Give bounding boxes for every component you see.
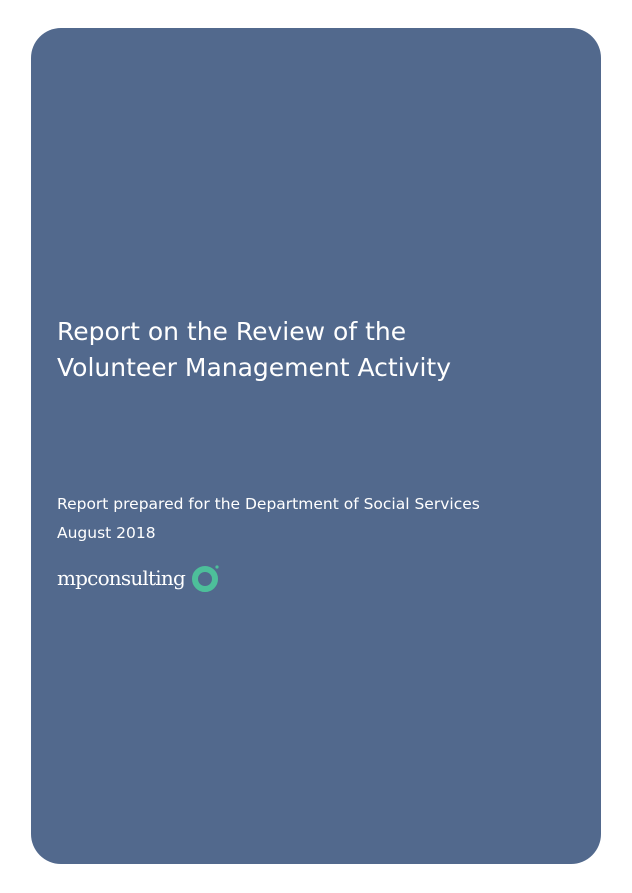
report-date: August 2018 bbox=[57, 524, 156, 542]
ring-logo-icon bbox=[191, 562, 221, 594]
report-subtitle bbox=[57, 490, 577, 548]
logo-wordmark: mpconsulting bbox=[57, 566, 185, 590]
report-title bbox=[57, 314, 577, 386]
company-logo bbox=[57, 561, 221, 595]
prepared-for-text: Report prepared for the Department of Social Services bbox=[57, 495, 480, 513]
title-line-2: Volunteer Management Activity bbox=[57, 353, 452, 382]
title-line-1: Report on the Review of the bbox=[57, 317, 407, 346]
cover-panel bbox=[31, 28, 601, 864]
